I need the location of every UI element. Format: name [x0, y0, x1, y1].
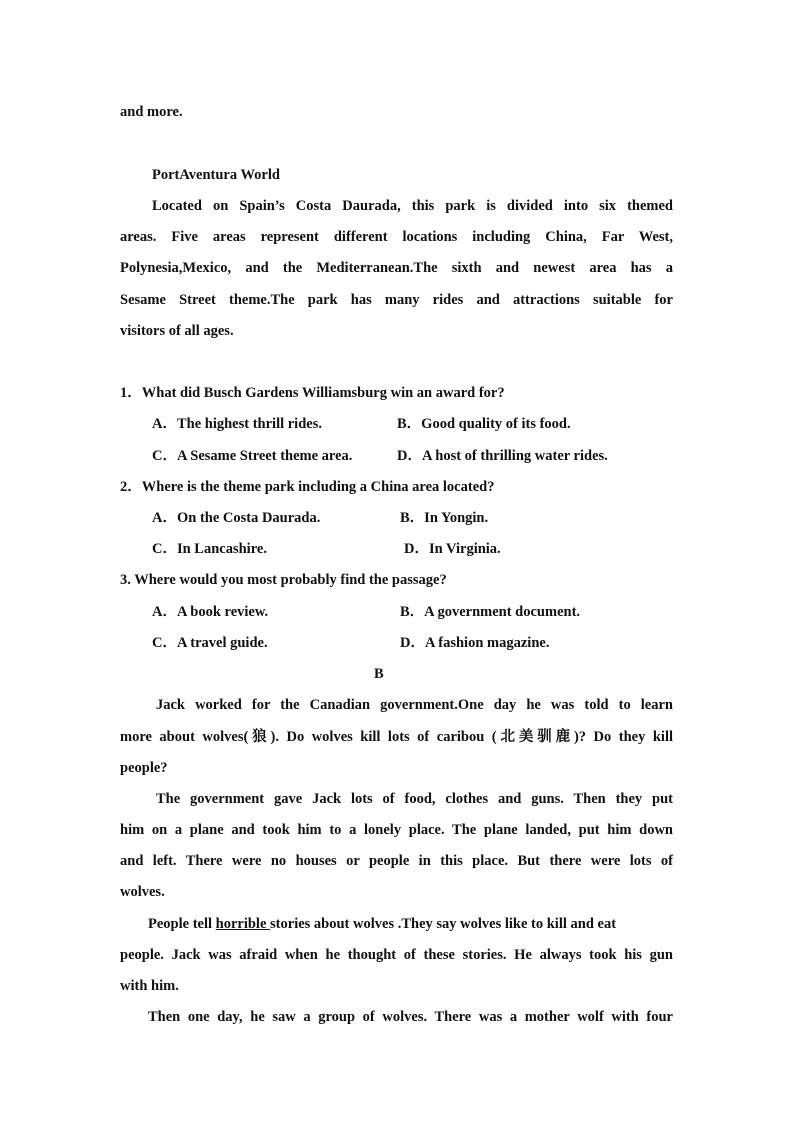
answer-option: B．In Yongin.: [400, 510, 489, 526]
story-text-segment: People tell: [148, 916, 216, 932]
story-text-line: more about wolves(狼). Do wolves kill lots of caribou (北美驯鹿)? Do they kill: [120, 729, 673, 745]
answer-option: D．A fashion magazine.: [400, 635, 550, 651]
park-text-line: Sesame Street theme.The park has many rides and attractions suitable for: [120, 292, 673, 308]
answer-option: B．Good quality of its food.: [397, 416, 571, 432]
story-text-line: with him.: [120, 978, 179, 994]
park-text-line: Located on Spain’s Costa Daurada, this park is divided into six themed: [152, 198, 673, 214]
park-text-line: visitors of all ages.: [120, 323, 234, 339]
answer-option: C．A travel guide.: [152, 635, 268, 651]
underlined-word: horrible: [215, 916, 271, 932]
story-text-line: people?: [120, 760, 168, 776]
answer-option: B．A government document.: [400, 604, 581, 620]
story-text-line: wolves.: [120, 884, 165, 900]
park-text-line: Polynesia,Mexico, and the Mediterranean.The sixth and newest area has a: [120, 260, 673, 276]
story-text-segment: stories about wolves .They say wolves like to kill and eat: [270, 916, 617, 932]
answer-option: D．In Virginia.: [404, 541, 501, 557]
question-stem: 3. Where would you most probably find the passage?: [120, 572, 447, 588]
answer-option: A．The highest thrill rides.: [152, 416, 322, 432]
answer-option: C．A Sesame Street theme area.: [152, 448, 353, 464]
story-text-line: people. Jack was afraid when he thought of these stories. He always took his gun: [120, 947, 673, 963]
park-text-line: areas. Five areas represent different locations including China, Far West,: [120, 229, 673, 245]
answer-option: D．A host of thrilling water rides.: [397, 448, 608, 464]
story-text-line: and left. There were no houses or people in this place. But there were lots of: [120, 853, 673, 869]
story-text-line: The government gave Jack lots of food, clothes and guns. Then they put: [156, 791, 673, 807]
question-stem: 2．Where is the theme park including a China area located?: [120, 479, 495, 495]
answer-option: A．On the Costa Daurada.: [152, 510, 321, 526]
answer-option: C．In Lancashire.: [152, 541, 267, 557]
story-text-line: Jack worked for the Canadian government.One day he was told to learn: [156, 697, 673, 713]
story-text-line: [148, 914, 616, 934]
story-text-line: him on a plane and took him to a lonely place. The plane landed, put him down: [120, 822, 673, 838]
section-label: B: [374, 666, 384, 682]
answer-option: A．A book review.: [152, 604, 269, 620]
park-heading: PortAventura World: [152, 167, 280, 183]
passage-text-line: and more.: [120, 104, 183, 120]
question-stem: 1．What did Busch Gardens Williamsburg win an award for?: [120, 385, 505, 401]
story-text-line: Then one day, he saw a group of wolves. There was a mother wolf with four: [148, 1009, 673, 1025]
